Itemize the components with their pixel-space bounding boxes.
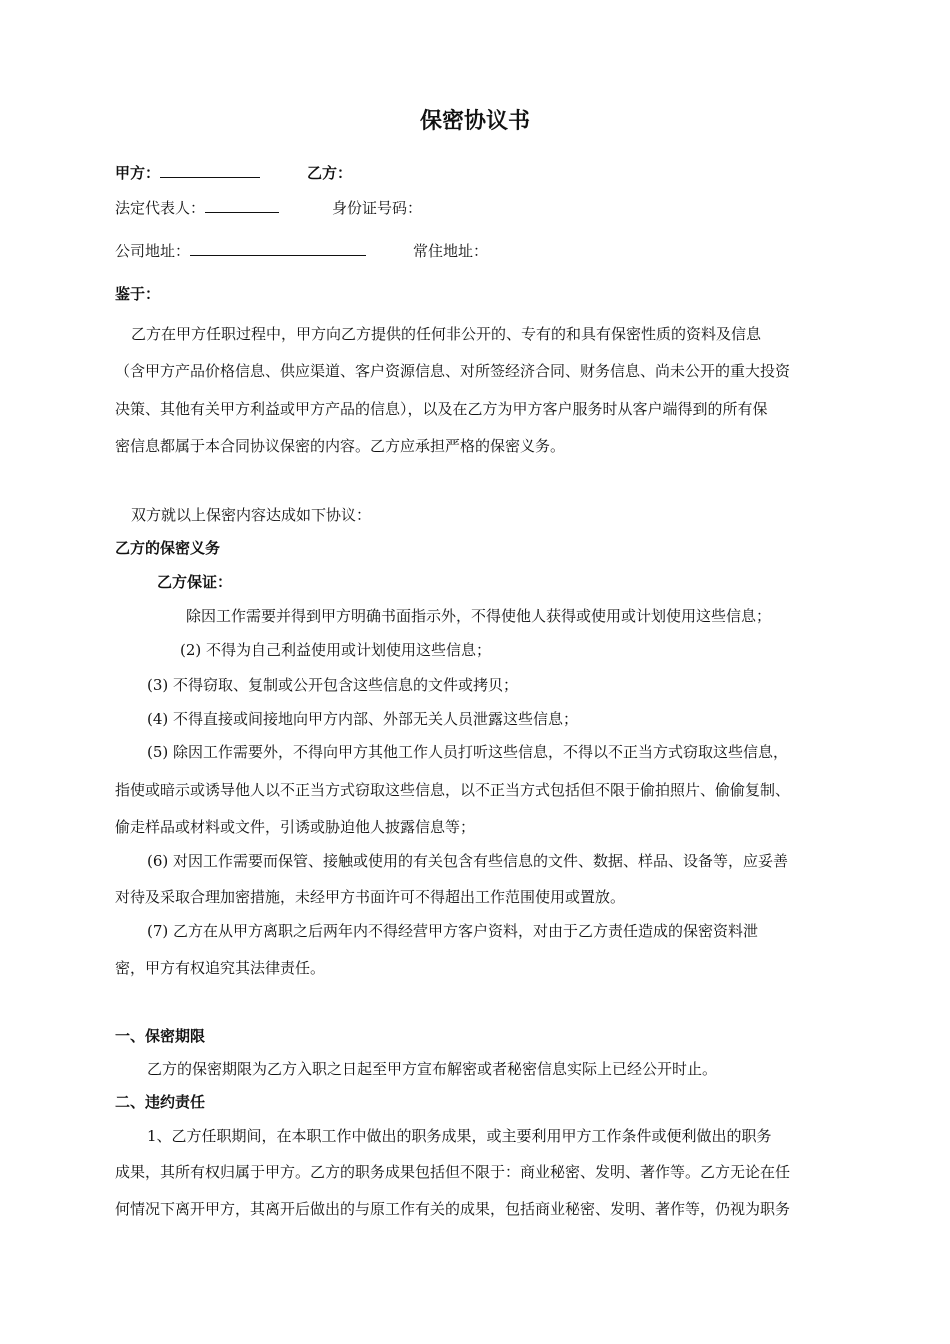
obligation-item: 除因工作需要并得到甲方明确书面指示外，不得使他人获得或使用或计划使用这些信息； <box>186 607 772 625</box>
obligation-item: 指使或暗示或诱导他人以不正当方式窃取这些信息，以不正当方式包括但不限于偷拍照片、偷偷复制、 <box>115 781 791 799</box>
obligation-item: 偷走样品或材料或文件，引诱或胁迫他人披露信息等； <box>115 818 476 836</box>
company-address-blank <box>190 241 366 256</box>
obligation-item: (5) 除因工作需要外，不得向甲方其他工作人员打听这些信息，不得以不正当方式窃取这些信息， <box>147 743 789 761</box>
id-number-label: 身份证号码： <box>332 199 423 217</box>
section1-heading: 一、保密期限 <box>115 1027 206 1045</box>
section1-text: 乙方的保密期限为乙方入职之日起至甲方宣布解密或者秘密信息实际上已经公开时止。 <box>147 1060 718 1078</box>
obligation-item: 对待及采取合理加密措施，未经甲方书面许可不得超出工作范围使用或置放。 <box>115 888 626 906</box>
obligation-item: (7) 乙方在从甲方离职之后两年内不得经营甲方客户资料，对由于乙方责任造成的保密资料泄 <box>147 922 759 940</box>
obligation-item: (6) 对因工作需要而保管、接触或使用的有关包含有些信息的文件、数据、样品、设备等，应妥善 <box>147 852 789 870</box>
residence-label: 常住地址： <box>413 242 489 260</box>
company-address-label: 公司地址： <box>115 242 191 260</box>
party-a-label: 甲方： <box>115 164 161 182</box>
whereas-line: 乙方在甲方任职过程中，甲方向乙方提供的任何非公开的、专有的和具有保密性质的资料及信息 <box>131 325 762 343</box>
party-a-field <box>115 163 260 183</box>
party-b-label: 乙方： <box>307 164 353 182</box>
whereas-heading: 鉴于： <box>115 285 161 303</box>
whereas-line: 决策、其他有关甲方利益或甲方产品的信息），以及在乙方为甲方客户服务时从客户端得到的所有保 <box>115 400 768 418</box>
guarantee-label: 乙方保证： <box>157 573 233 591</box>
party-a-blank <box>160 163 260 178</box>
legal-rep-field <box>115 198 279 218</box>
section2-line: 成果，其所有权归属于甲方。乙方的职务成果包括但不限于：商业秘密、发明、著作等。乙方无论在任 <box>115 1163 791 1181</box>
obligation-item: (3) 不得窃取、复制或公开包含这些信息的文件或拷贝； <box>147 676 519 694</box>
legal-rep-label: 法定代表人： <box>115 199 206 217</box>
company-address-field <box>115 241 366 261</box>
whereas-line: 密信息都属于本合同协议保密的内容。乙方应承担严格的保密义务。 <box>115 437 566 455</box>
document-title: 保密协议书 <box>419 108 530 134</box>
section2-heading: 二、违约责任 <box>115 1093 206 1111</box>
legal-rep-blank <box>205 198 279 213</box>
obligation-item: (4) 不得直接或间接地向甲方内部、外部无关人员泄露这些信息； <box>147 710 579 728</box>
section2-line: 1、乙方任职期间，在本职工作中做出的职务成果，或主要利用甲方工作条件或便利做出的职务 <box>147 1127 772 1145</box>
obligation-item: (2) 不得为自己利益使用或计划使用这些信息； <box>180 641 492 659</box>
obligations-heading: 乙方的保密义务 <box>115 539 221 557</box>
agreement-intro: 双方就以上保密内容达成如下协议： <box>131 506 372 524</box>
section2-line: 何情况下离开甲方，其离开后做出的与原工作有关的成果，包括商业秘密、发明、著作等，仍视为职务 <box>115 1200 791 1218</box>
whereas-line: （含甲方产品价格信息、供应渠道、客户资源信息、对所签经济合同、财务信息、尚未公开的重大投资 <box>115 362 791 380</box>
obligation-item: 密，甲方有权追究其法律责任。 <box>115 959 326 977</box>
